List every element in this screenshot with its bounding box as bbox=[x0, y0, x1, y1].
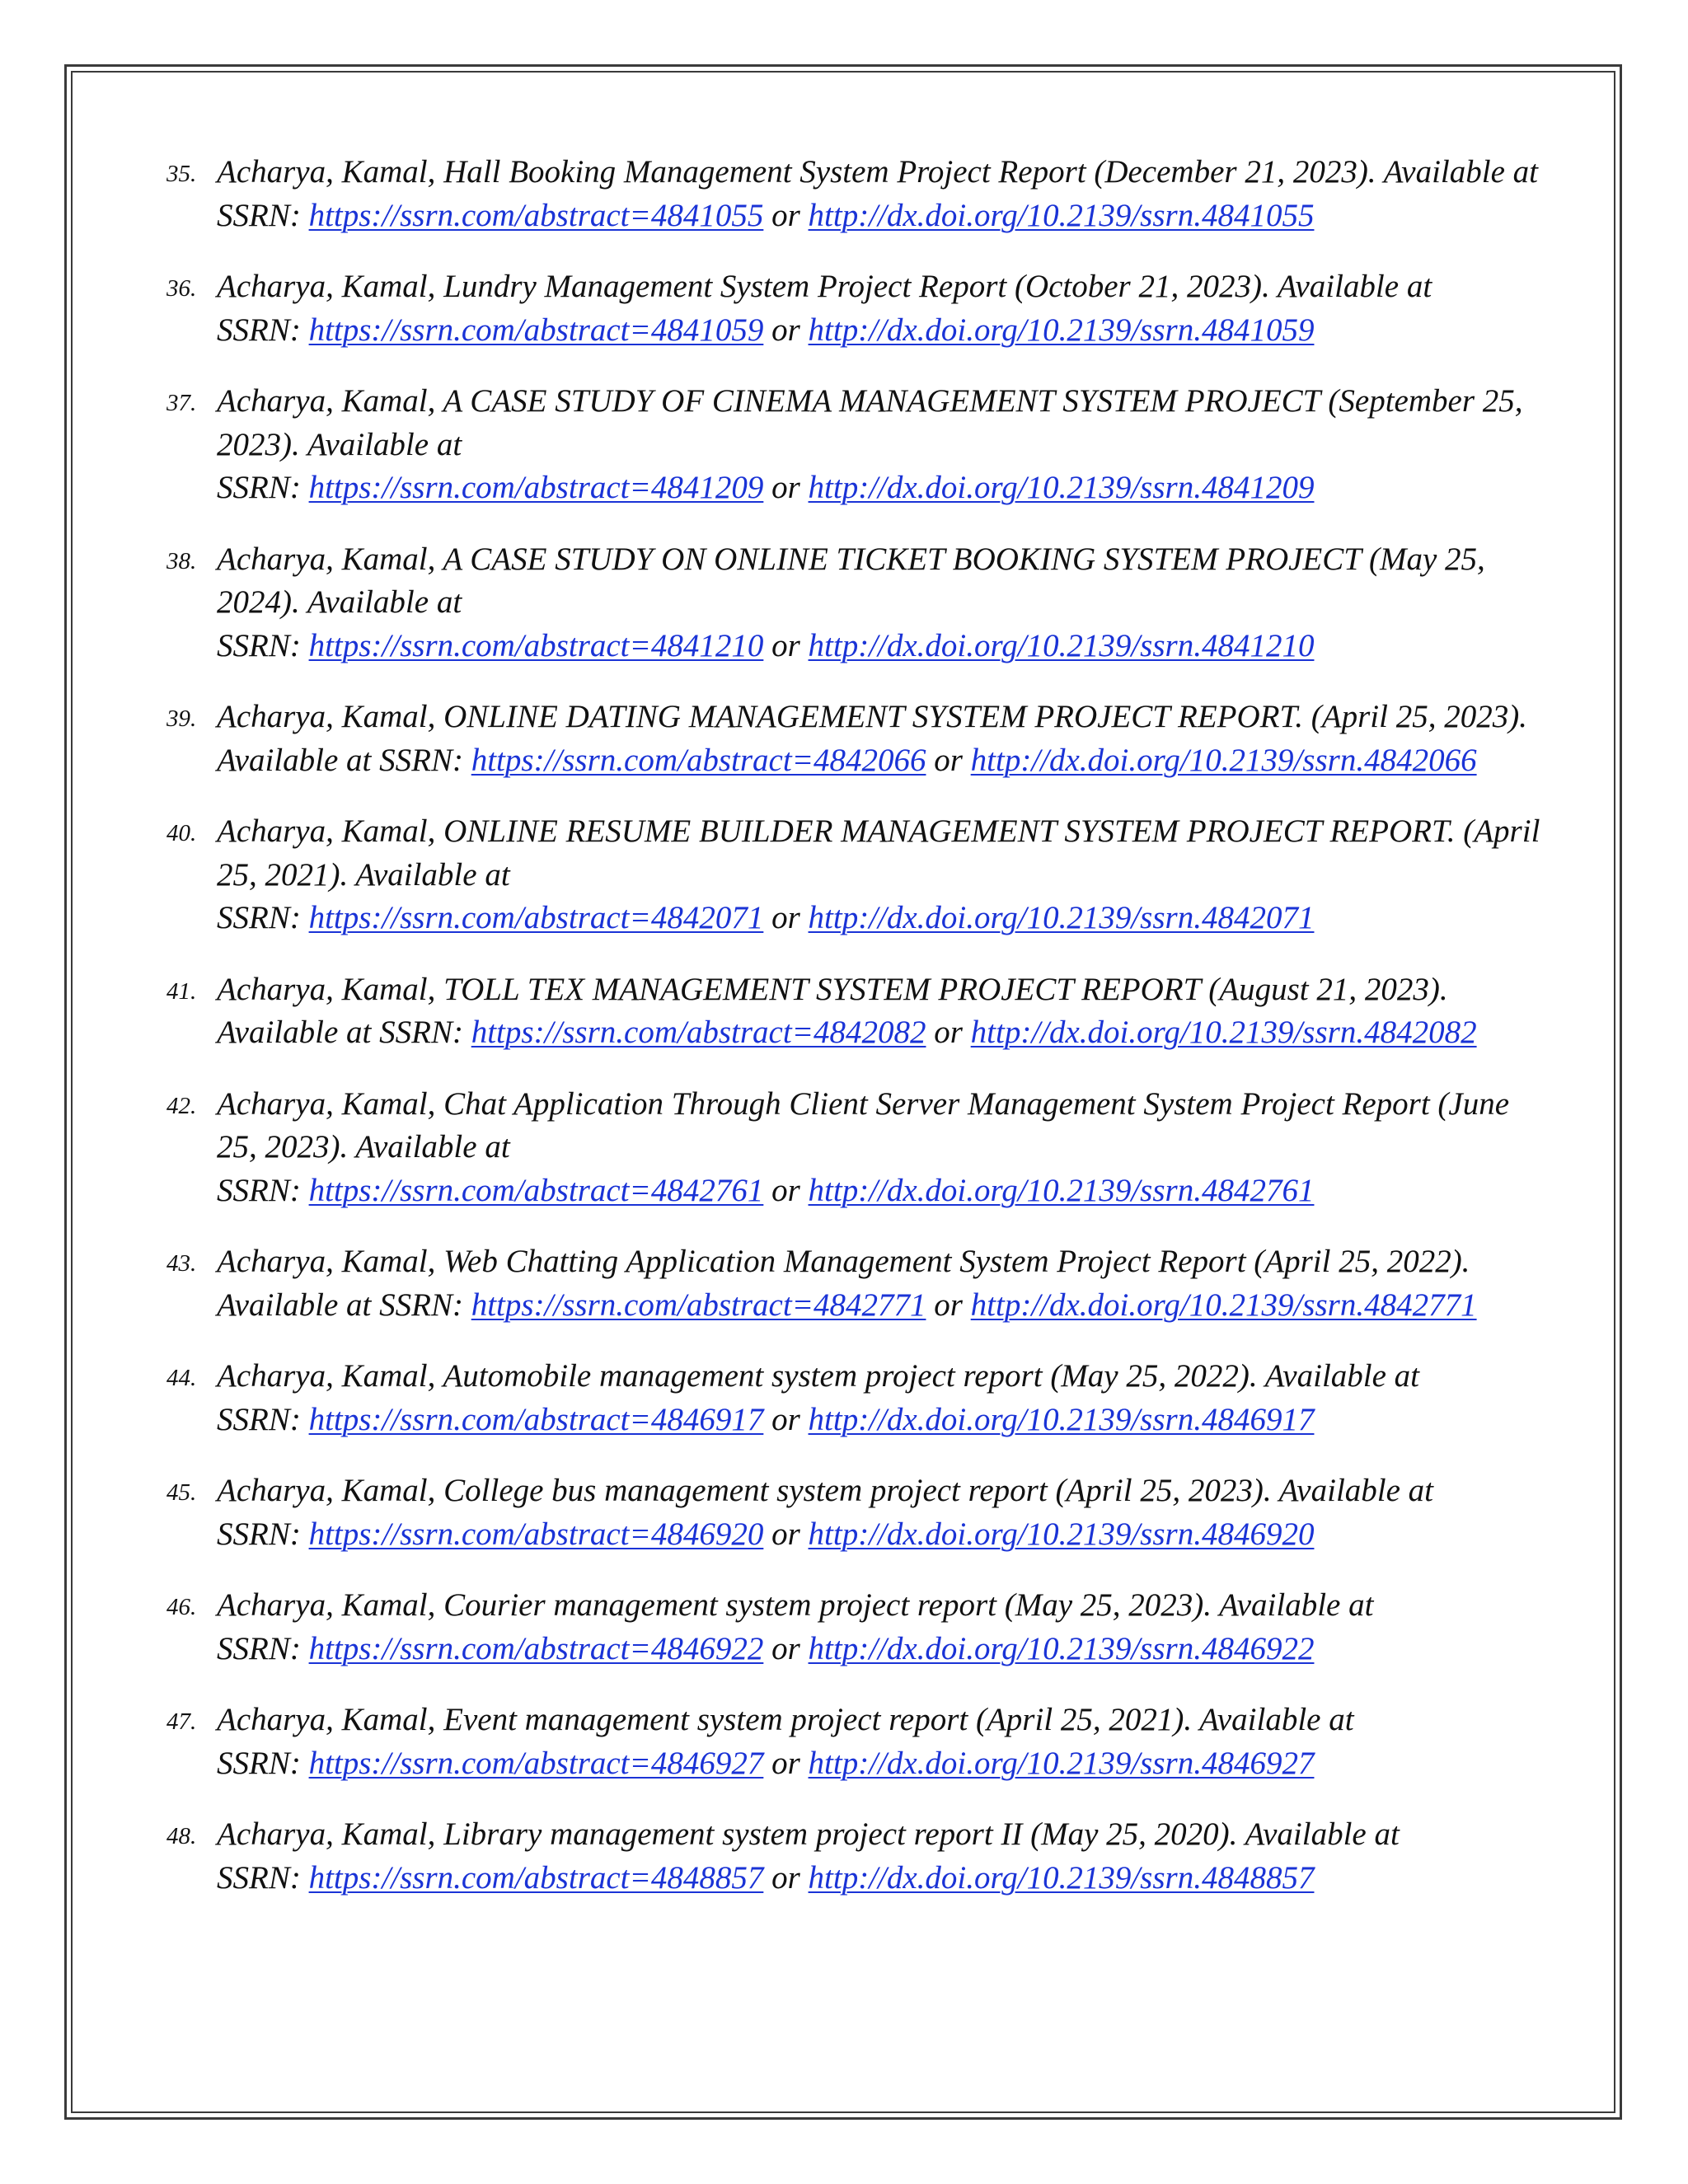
reference-number: 47. bbox=[166, 1708, 197, 1735]
ssrn-abstract-link[interactable]: https://ssrn.com/abstract=4846917 bbox=[308, 1401, 764, 1437]
reference-line bbox=[217, 897, 1589, 940]
reference-number: 40. bbox=[166, 820, 197, 846]
reference-text: Available at SSRN: bbox=[217, 742, 471, 778]
reference-line bbox=[217, 466, 1589, 510]
reference-text: Acharya, Kamal, TOLL TEX MANAGEMENT SYSTEM PROJECT REPORT (August 21, 2023). bbox=[217, 971, 1448, 1007]
reference-line bbox=[217, 1813, 1589, 1857]
reference-text: SSRN: bbox=[217, 197, 309, 233]
reference-text: Acharya, Kamal, Automobile management system project report (May 25, 2022). Available at bbox=[217, 1358, 1420, 1394]
reference-text: Acharya, Kamal, Lundry Management System Project Report (October 21, 2023). Available at bbox=[217, 269, 1432, 304]
ssrn-abstract-link[interactable]: https://ssrn.com/abstract=4848857 bbox=[308, 1859, 764, 1896]
reference-text: Acharya, Kamal, ONLINE RESUME BUILDER MANAGEMENT SYSTEM PROJECT REPORT. (April bbox=[217, 813, 1540, 849]
reference-number: 36. bbox=[166, 275, 197, 302]
reference-number: 48. bbox=[166, 1823, 197, 1849]
ssrn-abstract-link[interactable]: https://ssrn.com/abstract=4846922 bbox=[308, 1630, 764, 1666]
ssrn-abstract-link[interactable]: https://ssrn.com/abstract=4842066 bbox=[471, 742, 926, 778]
reference-line bbox=[217, 968, 1589, 1012]
reference-text: Acharya, Kamal, Chat Application Through Client Server Management System Project Report (June bbox=[217, 1085, 1510, 1122]
reference-text: Acharya, Kamal, A CASE STUDY ON ONLINE TICKET BOOKING SYSTEM PROJECT (May 25, bbox=[217, 541, 1485, 577]
reference-item bbox=[0, 1240, 1688, 1327]
reference-text: Acharya, Kamal, Web Chatting Application Management System Project Report (April 25, 2022). bbox=[217, 1244, 1470, 1279]
reference-number: 45. bbox=[166, 1479, 197, 1506]
reference-line bbox=[217, 1628, 1589, 1671]
doi-link[interactable]: http://dx.doi.org/10.2139/ssrn.4841210 bbox=[808, 627, 1315, 663]
reference-item bbox=[0, 968, 1688, 1055]
reference-line bbox=[217, 1355, 1589, 1399]
reference-item bbox=[0, 696, 1688, 782]
reference-line bbox=[217, 1240, 1589, 1284]
reference-line bbox=[217, 581, 1589, 625]
reference-text: Acharya, Kamal, College bus management system project report (April 25, 2023). Available at bbox=[217, 1473, 1434, 1508]
reference-line bbox=[217, 1469, 1589, 1513]
doi-link[interactable]: http://dx.doi.org/10.2139/ssrn.4842082 bbox=[970, 1015, 1477, 1050]
reference-text: SSRN: bbox=[217, 1630, 309, 1666]
reference-number: 44. bbox=[166, 1365, 197, 1391]
reference-text: or bbox=[763, 1859, 809, 1896]
reference-line bbox=[217, 1169, 1589, 1213]
doi-link[interactable]: http://dx.doi.org/10.2139/ssrn.4846920 bbox=[808, 1516, 1315, 1552]
reference-text: SSRN: bbox=[217, 900, 309, 935]
reference-text: or bbox=[763, 197, 809, 233]
reference-line bbox=[217, 194, 1589, 238]
ssrn-abstract-link[interactable]: https://ssrn.com/abstract=4842771 bbox=[471, 1286, 926, 1323]
reference-line bbox=[217, 1083, 1589, 1127]
reference-text: or bbox=[763, 312, 809, 348]
reference-text: Available at SSRN: bbox=[217, 1015, 471, 1050]
reference-text: SSRN: bbox=[217, 312, 309, 348]
doi-link[interactable]: http://dx.doi.org/10.2139/ssrn.4842761 bbox=[808, 1172, 1315, 1208]
reference-line bbox=[217, 1011, 1589, 1055]
ssrn-abstract-link[interactable]: https://ssrn.com/abstract=4842082 bbox=[471, 1015, 926, 1050]
reference-text: 25, 2023). Available at bbox=[217, 1129, 510, 1165]
reference-item bbox=[0, 1469, 1688, 1556]
reference-item bbox=[0, 380, 1688, 510]
reference-text: or bbox=[763, 900, 809, 935]
doi-link[interactable]: http://dx.doi.org/10.2139/ssrn.4842066 bbox=[970, 742, 1477, 778]
reference-number: 42. bbox=[166, 1092, 197, 1119]
reference-text: SSRN: bbox=[217, 1745, 309, 1781]
doi-link[interactable]: http://dx.doi.org/10.2139/ssrn.4842771 bbox=[970, 1286, 1477, 1323]
reference-line bbox=[217, 854, 1589, 898]
reference-line bbox=[217, 1857, 1589, 1900]
reference-number: 41. bbox=[166, 977, 197, 1005]
reference-line bbox=[217, 696, 1589, 739]
doi-link[interactable]: http://dx.doi.org/10.2139/ssrn.4846917 bbox=[808, 1401, 1315, 1437]
reference-line bbox=[217, 309, 1589, 353]
ssrn-abstract-link[interactable]: https://ssrn.com/abstract=4846927 bbox=[308, 1745, 764, 1781]
reference-item bbox=[0, 1699, 1688, 1785]
ssrn-abstract-link[interactable]: https://ssrn.com/abstract=4846920 bbox=[308, 1516, 764, 1552]
reference-line bbox=[217, 151, 1589, 194]
ssrn-abstract-link[interactable]: https://ssrn.com/abstract=4841209 bbox=[308, 470, 764, 505]
reference-line bbox=[217, 739, 1589, 783]
ssrn-abstract-link[interactable]: https://ssrn.com/abstract=4842761 bbox=[308, 1172, 764, 1208]
reference-line bbox=[217, 380, 1589, 424]
reference-item bbox=[0, 151, 1688, 237]
reference-number: 38. bbox=[166, 547, 197, 574]
reference-text: Available at SSRN: bbox=[217, 1286, 471, 1323]
reference-text: 2023). Available at bbox=[217, 426, 462, 462]
reference-text: or bbox=[763, 470, 809, 505]
reference-line bbox=[217, 538, 1589, 582]
reference-text: SSRN: bbox=[217, 470, 309, 505]
reference-item bbox=[0, 265, 1688, 352]
reference-item bbox=[0, 1355, 1688, 1441]
doi-link[interactable]: http://dx.doi.org/10.2139/ssrn.4846922 bbox=[808, 1630, 1315, 1666]
reference-number: 39. bbox=[166, 705, 197, 732]
reference-text: Acharya, Kamal, ONLINE DATING MANAGEMENT SYSTEM PROJECT REPORT. (April 25, 2023). bbox=[217, 699, 1527, 734]
doi-link[interactable]: http://dx.doi.org/10.2139/ssrn.4841209 bbox=[808, 470, 1315, 505]
reference-item bbox=[0, 1813, 1688, 1900]
reference-number: 35. bbox=[166, 161, 197, 187]
ssrn-abstract-link[interactable]: https://ssrn.com/abstract=4841055 bbox=[308, 197, 764, 233]
reference-text: Acharya, Kamal, Event management system project report (April 25, 2021). Available at bbox=[217, 1702, 1354, 1737]
doi-link[interactable]: http://dx.doi.org/10.2139/ssrn.4841055 bbox=[808, 197, 1315, 233]
reference-text: SSRN: bbox=[217, 1859, 309, 1896]
reference-text: SSRN: bbox=[217, 627, 309, 663]
reference-line bbox=[217, 1284, 1589, 1328]
reference-line bbox=[217, 1399, 1589, 1442]
reference-text: or bbox=[926, 742, 971, 778]
reference-item bbox=[0, 1584, 1688, 1671]
reference-text: Acharya, Kamal, A CASE STUDY OF CINEMA MANAGEMENT SYSTEM PROJECT (September 25, bbox=[217, 383, 1523, 419]
reference-text: 25, 2021). Available at bbox=[217, 856, 510, 893]
reference-line bbox=[217, 625, 1589, 668]
ssrn-abstract-link[interactable]: https://ssrn.com/abstract=4842071 bbox=[308, 900, 764, 935]
reference-list bbox=[0, 151, 1688, 1928]
reference-text: Acharya, Kamal, Library management system project report II (May 25, 2020). Available at bbox=[217, 1816, 1400, 1852]
reference-number: 37. bbox=[166, 390, 197, 416]
reference-text: or bbox=[926, 1015, 971, 1050]
reference-line bbox=[217, 424, 1589, 467]
reference-line bbox=[217, 1742, 1589, 1786]
reference-line bbox=[217, 265, 1589, 309]
reference-text: Acharya, Kamal, Hall Booking Management System Project Report (December 21, 2023). Available at bbox=[217, 154, 1538, 190]
doi-link[interactable]: http://dx.doi.org/10.2139/ssrn.4848857 bbox=[808, 1859, 1315, 1896]
reference-text: SSRN: bbox=[217, 1401, 309, 1437]
reference-text: Acharya, Kamal, Courier management system project report (May 25, 2023). Available at bbox=[217, 1587, 1374, 1623]
reference-number: 43. bbox=[166, 1250, 197, 1277]
reference-line bbox=[217, 1584, 1589, 1628]
reference-text: or bbox=[763, 1745, 809, 1781]
doi-link[interactable]: http://dx.doi.org/10.2139/ssrn.4842071 bbox=[808, 900, 1315, 935]
reference-number: 46. bbox=[166, 1594, 197, 1620]
reference-text: SSRN: bbox=[217, 1516, 309, 1552]
reference-line bbox=[217, 1513, 1589, 1557]
reference-item bbox=[0, 538, 1688, 668]
reference-text: or bbox=[763, 1401, 809, 1437]
reference-text: 2024). Available at bbox=[217, 584, 462, 620]
reference-line bbox=[217, 810, 1589, 854]
reference-text: or bbox=[763, 1172, 809, 1208]
reference-text: or bbox=[763, 1516, 809, 1552]
reference-line bbox=[217, 1699, 1589, 1742]
reference-line bbox=[217, 1126, 1589, 1169]
doi-link[interactable]: http://dx.doi.org/10.2139/ssrn.4846927 bbox=[808, 1745, 1315, 1781]
ssrn-abstract-link[interactable]: https://ssrn.com/abstract=4841210 bbox=[308, 627, 764, 663]
reference-text: SSRN: bbox=[217, 1172, 309, 1208]
reference-text: or bbox=[763, 1630, 809, 1666]
doi-link[interactable]: http://dx.doi.org/10.2139/ssrn.4841059 bbox=[808, 312, 1315, 348]
reference-text: or bbox=[763, 627, 809, 663]
reference-item bbox=[0, 810, 1688, 940]
reference-text: or bbox=[926, 1286, 971, 1323]
reference-item bbox=[0, 1083, 1688, 1213]
ssrn-abstract-link[interactable]: https://ssrn.com/abstract=4841059 bbox=[308, 312, 764, 348]
